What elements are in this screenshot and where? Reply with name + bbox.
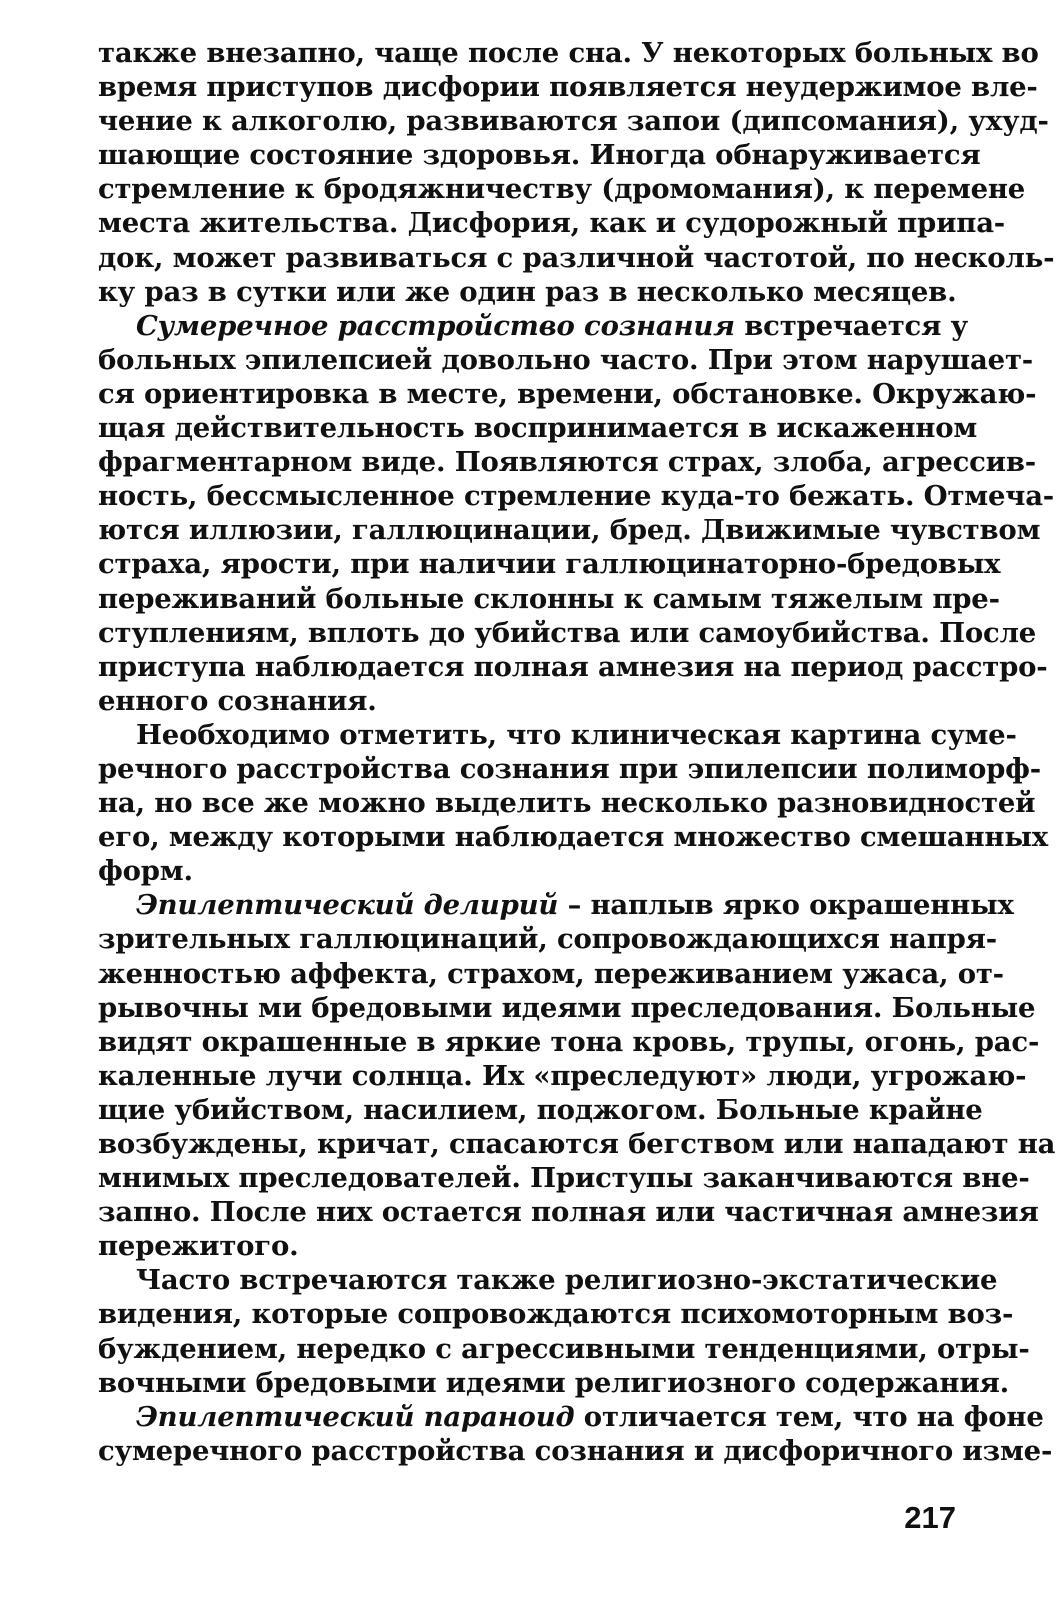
text-line	[98, 1093, 983, 1127]
text-line	[98, 309, 968, 343]
line-text: речного расстройства сознания при эпилепсии полиморф-	[98, 752, 1041, 785]
text-line	[98, 343, 1033, 377]
line-text: форм.	[98, 855, 193, 888]
line-text: рывочны ми бредовыми идеями преследования. Больные	[98, 991, 1036, 1024]
text-line	[98, 922, 997, 956]
line-text: отличается тем, что на фоне	[574, 1400, 1044, 1433]
text-line	[98, 1229, 956, 1263]
text-line	[98, 275, 956, 309]
text-line	[98, 650, 1048, 684]
text-line	[98, 1059, 1027, 1093]
line-text: запно. После них остается полная или частичная амнезия	[98, 1196, 1039, 1229]
line-text: ются иллюзии, галлюцинации, бред. Движимые чувством	[98, 514, 1041, 547]
line-text: больных эпилепсией довольно часто. При этом нарушает-	[98, 343, 1033, 376]
text-line	[98, 1400, 1044, 1434]
line-text: щая действительность воспринимается в искаженном	[98, 412, 978, 445]
line-text: док, может развиваться с различной частотой, по несколь-	[98, 241, 1055, 274]
line-text: места жительства. Дисфория, как и судорожный припа-	[98, 207, 1006, 240]
text-line	[98, 752, 1041, 786]
italic-term: Эпилептический делирий	[136, 889, 559, 922]
text-line	[98, 206, 1006, 240]
text-line	[98, 104, 1049, 138]
text-line	[98, 138, 981, 172]
line-text: видят окрашенные в яркие тона кровь, трупы, огонь, рас-	[98, 1025, 1040, 1058]
line-text: – наплыв ярко окрашенных	[558, 889, 1014, 922]
text-line	[98, 582, 1000, 616]
line-text: время приступов дисфории появляется неудержимое вле-	[98, 71, 1038, 104]
line-text: Необходимо отметить, что клиническая картина суме-	[136, 718, 1017, 751]
text-line	[98, 36, 1039, 70]
line-text: Часто встречаются также религиозно-экстатические	[136, 1264, 998, 1297]
text-line	[98, 172, 1026, 206]
line-text: его, между которыми наблюдается множество смешанных	[98, 821, 1048, 854]
text-line	[98, 820, 1048, 854]
text-line	[98, 479, 1055, 513]
text-line	[98, 1366, 1010, 1400]
text-line	[98, 854, 956, 888]
text-line	[98, 1297, 1014, 1331]
text-line	[98, 377, 1037, 411]
text-line	[98, 1434, 1053, 1468]
line-text: ся ориентировка в месте, времени, обстановке. Окружаю-	[98, 377, 1037, 410]
text-line	[98, 241, 1055, 275]
line-text: сумеречного расстройства сознания и дисфоричного изме-	[98, 1434, 1053, 1467]
line-text: пережитого.	[98, 1230, 299, 1263]
text-line	[98, 445, 1036, 479]
text-line	[98, 684, 956, 718]
line-text: мнимых преследователей. Приступы заканчиваются вне-	[98, 1162, 1030, 1195]
line-text: видения, которые сопровождаются психомоторным воз-	[98, 1298, 1014, 1331]
line-text: ку раз в сутки или же один раз в несколько месяцев.	[98, 275, 957, 308]
text-line	[98, 1161, 1030, 1195]
text-line	[98, 786, 1036, 820]
text-line	[98, 1127, 1056, 1161]
text-line	[98, 513, 1041, 547]
line-text: страха, ярости, при наличии галлюцинаторно-бредовых	[98, 548, 1001, 581]
line-text: ступлениям, вплоть до убийства или самоубийства. После	[98, 616, 1037, 649]
line-text: женностью аффекта, страхом, переживанием ужаса, от-	[98, 957, 1004, 990]
line-text: зрительных галлюцинаций, сопровождающихся напря-	[98, 923, 997, 956]
line-text: буждением, нередко с агрессивными тенденциями, отры-	[98, 1332, 1030, 1365]
line-text: чение к алкоголю, развиваются запои (дипсомания), ухуд-	[98, 105, 1049, 138]
text-line	[98, 616, 1037, 650]
line-text: енного сознания.	[98, 684, 377, 717]
text-line	[98, 411, 978, 445]
text-line	[98, 957, 1004, 991]
line-text: шающие состояние здоровья. Иногда обнаруживается	[98, 139, 981, 172]
line-text: на, но все же можно выделить несколько разновидностей	[98, 787, 1036, 820]
line-text: щие убийством, насилием, поджогом. Больные крайне	[98, 1093, 983, 1126]
line-text: каленные лучи солнца. Их «преследуют» люди, угрожаю-	[98, 1059, 1027, 1092]
line-text: фрагментарном виде. Появляются страх, злоба, агрессив-	[98, 446, 1036, 479]
line-text: также внезапно, чаще после сна. У некоторых больных во	[98, 37, 1039, 69]
italic-term: Эпилептический параноид	[136, 1400, 575, 1433]
text-line	[98, 718, 1017, 752]
line-text: возбуждены, кричат, спасаются бегством или нападают на	[98, 1128, 1056, 1160]
text-line	[98, 70, 1038, 104]
line-text: стремление к бродяжничеству (дромомания), к перемене	[98, 173, 1026, 206]
line-text: встречается у	[734, 309, 968, 342]
text-line	[98, 1332, 1030, 1366]
text-line	[98, 1025, 1040, 1059]
text-line	[98, 1195, 1039, 1229]
line-text: ность, бессмысленное стремление куда-то бежать. Отмеча-	[98, 480, 1055, 513]
text-line	[98, 547, 1001, 581]
page-number: 217	[904, 1500, 956, 1535]
line-text: приступа наблюдается полная амнезия на период расстро-	[98, 650, 1048, 683]
line-text: вочными бредовыми идеями религиозного содержания.	[98, 1366, 1010, 1399]
italic-term: Сумеречное расстройство сознания	[136, 309, 735, 342]
text-line	[98, 1263, 998, 1297]
text-line	[98, 888, 1014, 922]
body-text	[98, 36, 1056, 1468]
text-line	[98, 991, 1036, 1025]
line-text: переживаний больные склонны к самым тяжелым пре-	[98, 582, 1000, 615]
